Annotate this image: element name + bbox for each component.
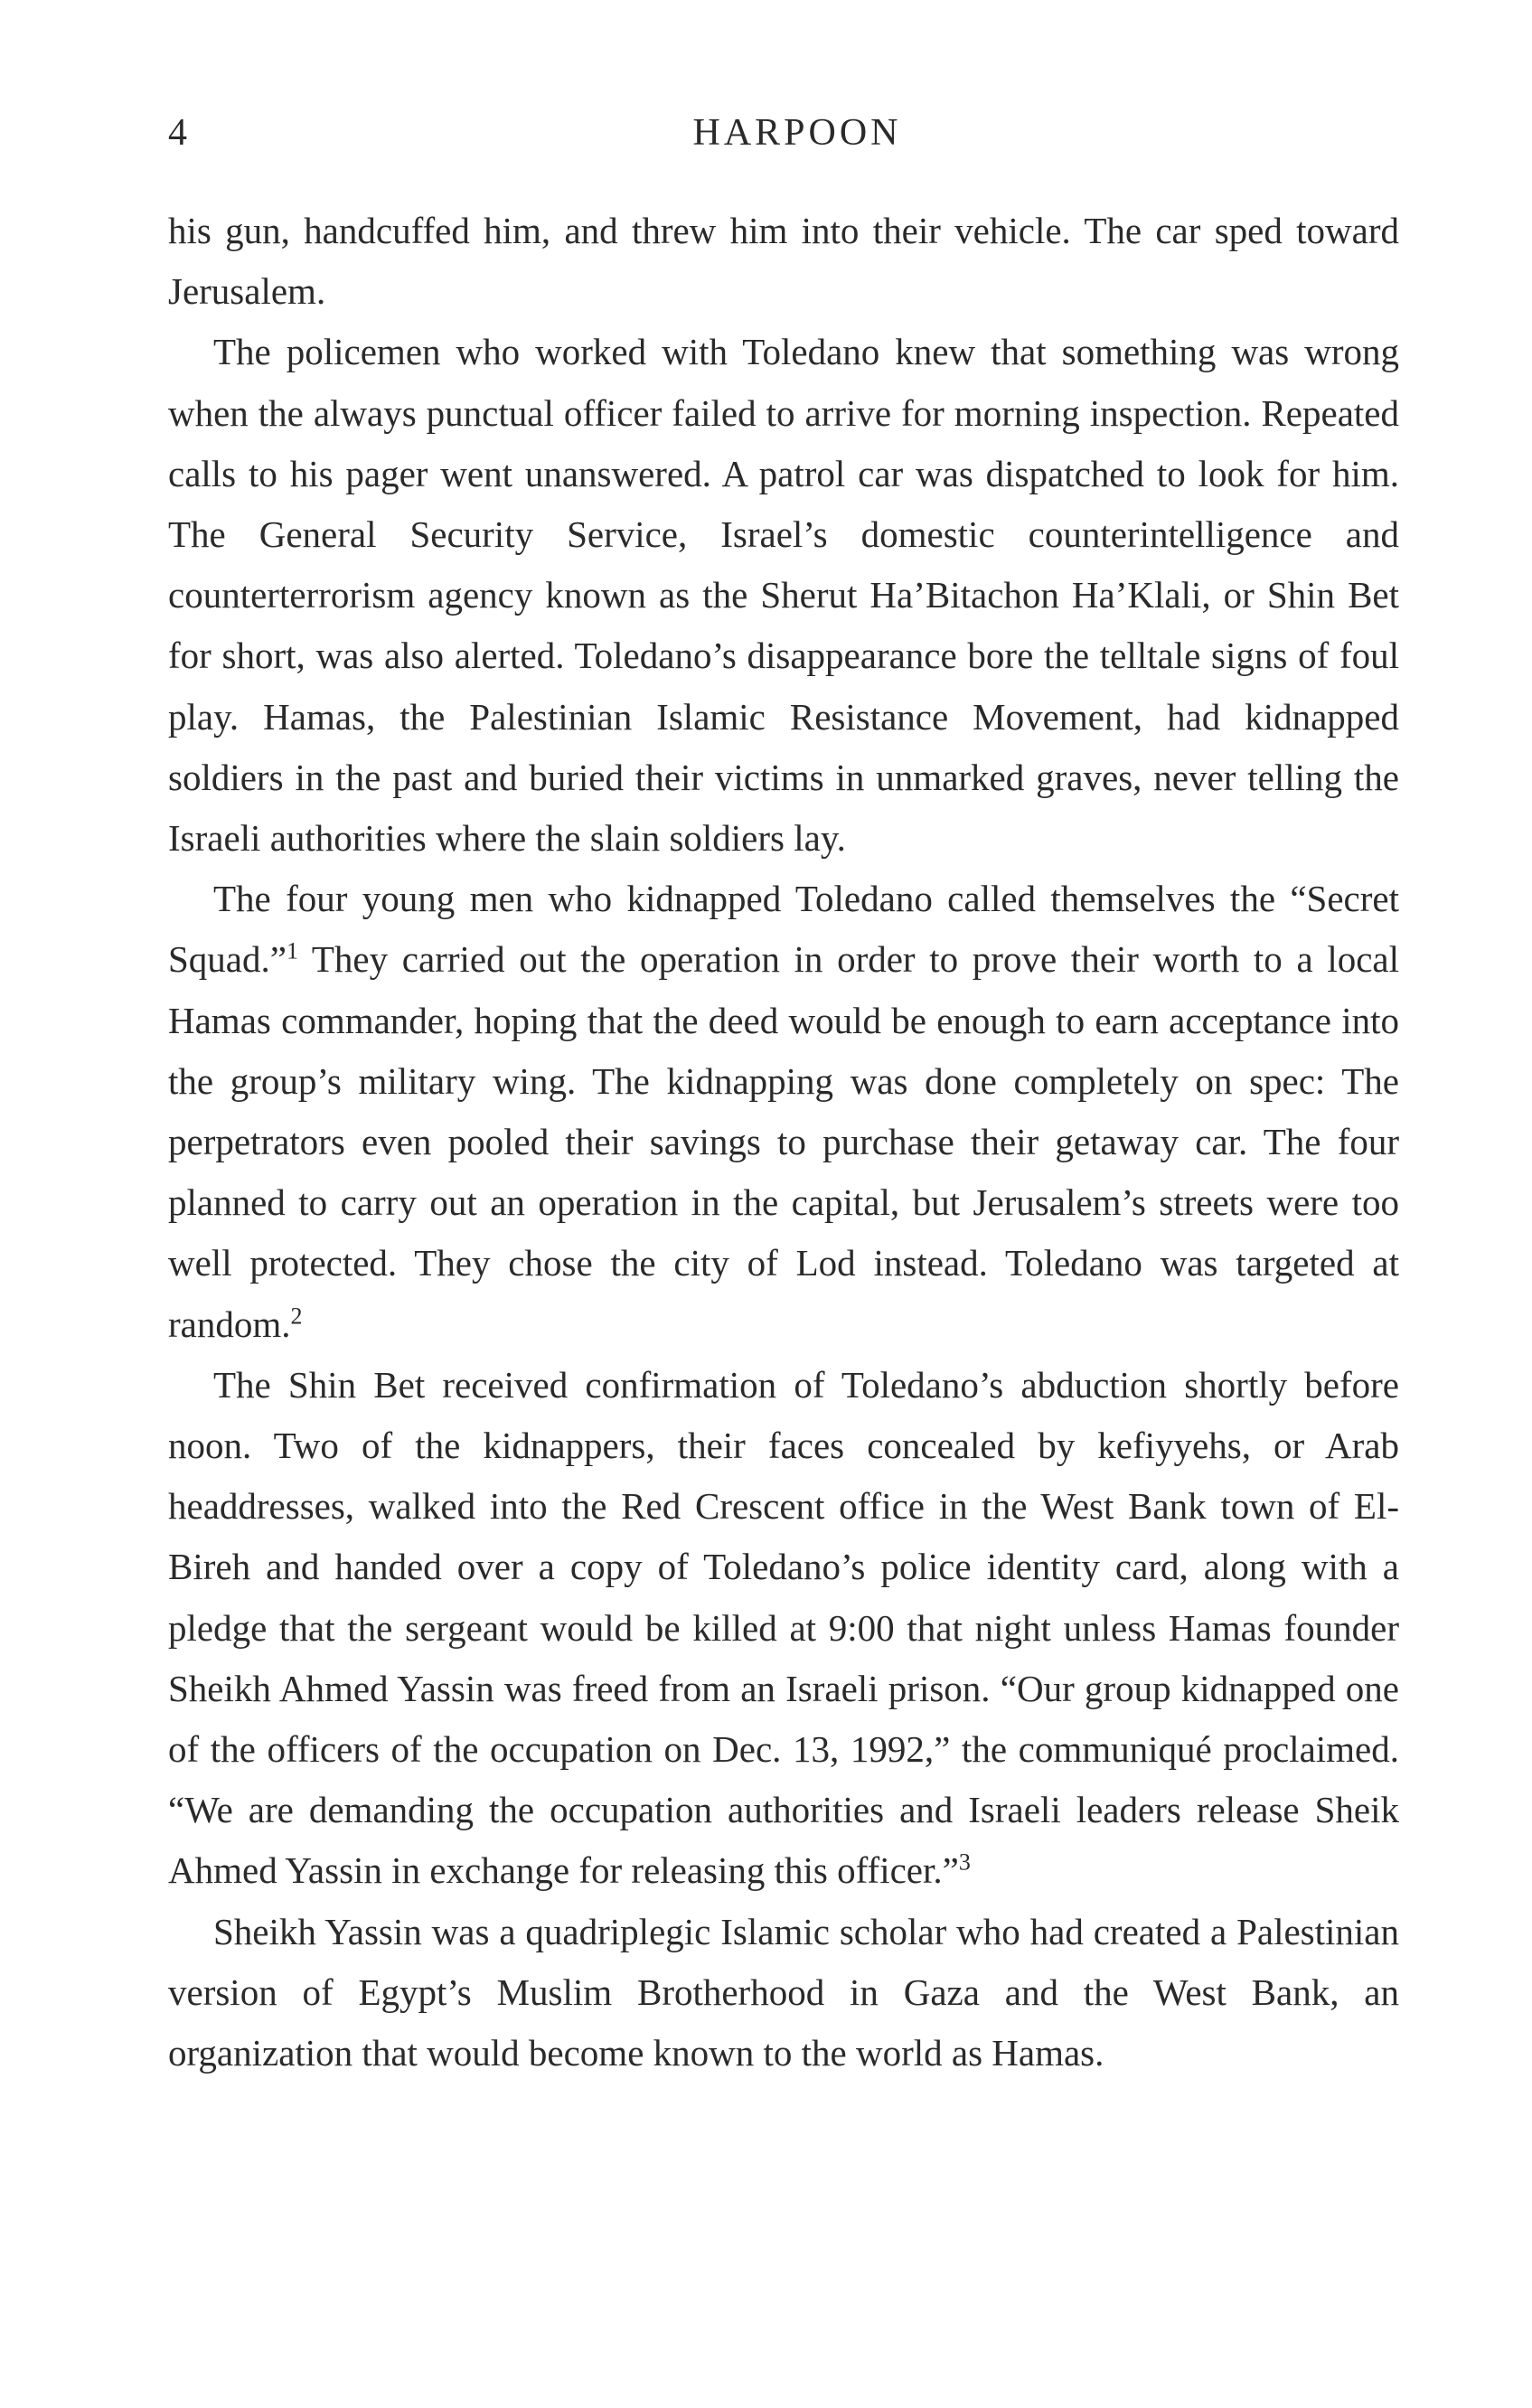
paragraph-text: The four young men who kidnapped Toledano called themselves the “Secret Squad.”: [168, 878, 1399, 981]
body-text: [168, 201, 1399, 2083]
paragraph: [168, 869, 1399, 1355]
paragraph: [168, 1355, 1399, 1902]
book-title: HARPOON: [692, 112, 902, 154]
footnote-marker: 3: [958, 1848, 971, 1876]
paragraph: The policemen who worked with Toledano knew that something was wrong when the always punctual officer failed to arrive for morning inspection. Repeated calls to his pager went unanswered. A patrol car was dispatched to look for him. The General Security Service, Israel’s domestic counterintelligence and counterterrorism agency known as the Sherut Ha’Bitachon Ha’Klali, or Shin Bet for short, was also alerted. Toledano’s disappearance bore the telltale signs of foul play. Hamas, the Palestinian Islamic Resistance Movement, had kidnapped soldiers in the past and buried their victims in unmarked graves, never telling the Israeli authorities where the slain soldiers lay.: [168, 331, 1399, 860]
page-number: 4: [168, 112, 188, 154]
paragraph-continued: his gun, handcuffed him, and threw him into their vehicle. The car sped toward Jerusalem.: [168, 210, 1399, 313]
paragraph-text: The Shin Bet received confirmation of Toledano’s abduction shortly before noon. Two of the kidnappers, their faces concealed by kefiyyehs, or Arab headdresses, walked into the Red Crescent office in the West Bank town of El-Bireh and handed over a copy of Toledano’s police identity card, along with a pledge that the sergeant would be killed at 9:00 that night unless Hamas founder Sheikh Ahmed Yassin was freed from an Israeli prison. “Our group kidnapped one of the officers of the occupation on Dec. 13, 1992,” the communiqué proclaimed. “We are demanding the occupation authorities and Israeli leaders release Sheik Ahmed Yassin in exchange for releasing this officer.”: [168, 1363, 1399, 1892]
footnote-marker: 1: [286, 937, 298, 964]
footnote-marker: 2: [290, 1303, 303, 1329]
paragraph-text: They carried out the operation in order to prove their worth to a local Hamas commander, hoping that the deed would be enough to earn acceptance into the group’s military wing. The kidnapping was done completely on spec: The perpetrators even pooled their savings to purchase their getaway car. The four planned to carry out an operation in the capital, but Jerusalem’s streets were too well protected. They chose the city of Lod instead. Toledano was targeted at random.: [168, 938, 1399, 1345]
paragraph: Sheikh Yassin was a quadriplegic Islamic scholar who had created a Palestinian version of Egypt’s Muslim Brotherhood in Gaza and the West Bank, an organization that would become known to the world as Hamas.: [168, 1910, 1399, 2074]
running-head: [168, 101, 1399, 165]
